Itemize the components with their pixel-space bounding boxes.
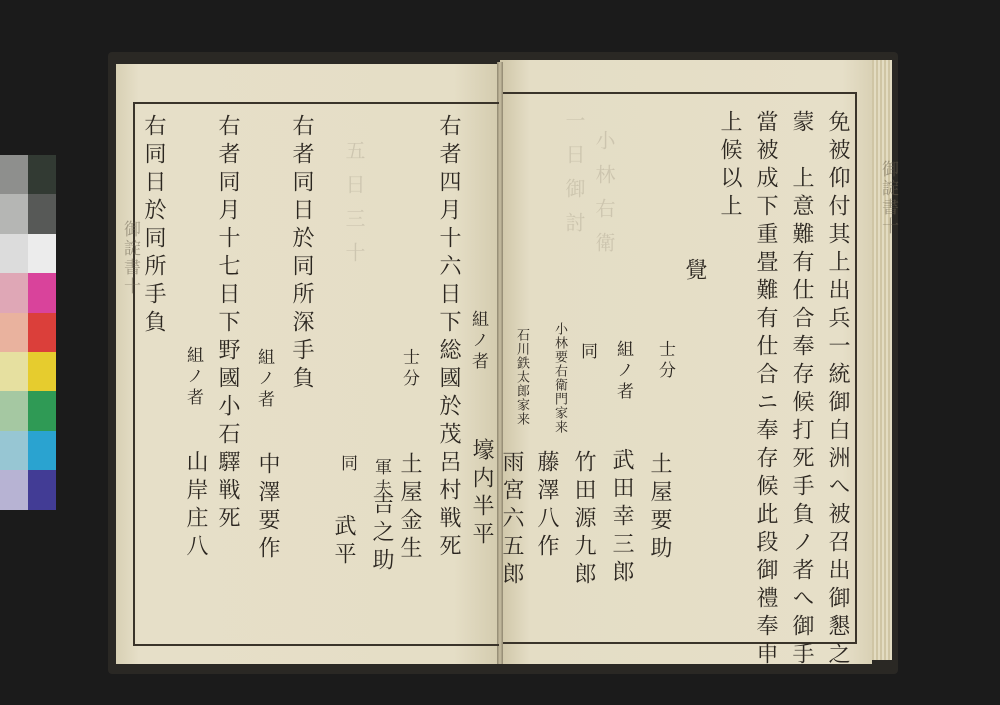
- person-name: 武田幸三郎: [609, 448, 634, 588]
- color-patch: [0, 431, 28, 470]
- color-patch: [28, 470, 56, 509]
- heading-oboe: 覺: [682, 258, 707, 286]
- rank-label: 同: [577, 342, 597, 363]
- color-patch: [28, 431, 56, 470]
- person-name: 武平: [331, 514, 356, 570]
- text-column: 當被成下重畳難有仕合ニ奉存候此段御禮奉申: [753, 110, 778, 670]
- color-patch: [28, 234, 56, 273]
- person-name: 土屋金生: [397, 452, 422, 564]
- person-name: 山岸庄八: [183, 450, 208, 562]
- color-patch: [28, 155, 56, 194]
- rank-label: 士分: [655, 340, 675, 382]
- text-column: 蒙 上意難有仕合奉存候打死手負ノ者へ御手: [789, 110, 814, 670]
- person-name: 竹田源九郎: [571, 450, 596, 590]
- color-patch: [0, 234, 28, 273]
- color-patch: [0, 352, 28, 391]
- color-patch: [0, 155, 28, 194]
- color-calibration-strip: [0, 155, 56, 510]
- text-column: 右者同日於同所深手負: [289, 114, 314, 394]
- person-name: 雨宮六五郎: [499, 450, 524, 590]
- show-through-decoration: 一日御討: [562, 110, 586, 246]
- right-margin-title: 御諚書十: [878, 160, 898, 236]
- color-patch: [0, 313, 28, 352]
- text-column: 右者四月十六日下総國於茂呂村戦死: [436, 114, 461, 562]
- text-column: 右者同月十七日下野國小石驛戦死: [215, 114, 240, 534]
- text-column: 上候以上: [717, 110, 742, 222]
- rank-label: 軍夫: [371, 458, 391, 500]
- rank-label: 小林要右衛門家来: [552, 322, 567, 434]
- left-margin-title: 御諚書十: [120, 220, 140, 296]
- rank-label: 組ノ者: [183, 346, 203, 409]
- color-patch: [28, 352, 56, 391]
- color-patch: [0, 470, 28, 509]
- rank-label: 組ノ者: [613, 340, 633, 403]
- color-patch: [0, 273, 28, 312]
- rank-label: 同: [337, 454, 357, 475]
- person-name: 中澤要作: [255, 452, 280, 564]
- person-name: 吉之助: [369, 492, 394, 576]
- rank-label: 石川鉄太郎家来: [514, 328, 529, 426]
- person-name: 土屋要助: [647, 452, 672, 564]
- person-name: 壕内半平: [469, 438, 494, 550]
- text-column: 右同日於同所手負: [141, 114, 166, 338]
- show-through-decoration: 小林右衛: [592, 130, 616, 266]
- person-name: 藤澤八作: [534, 450, 559, 562]
- color-patch: [0, 194, 28, 233]
- color-patch: [28, 391, 56, 430]
- rank-label: 士分: [399, 348, 419, 390]
- color-patch: [28, 273, 56, 312]
- rank-label: 組ノ者: [468, 310, 488, 373]
- show-through-decoration: 五日三十: [342, 140, 366, 276]
- text-column: 免被仰付其上出兵一統御白洲へ被召出御懇之: [825, 110, 850, 670]
- color-patch: [28, 194, 56, 233]
- color-patch: [0, 391, 28, 430]
- color-patch: [28, 313, 56, 352]
- page-edges: [872, 60, 892, 660]
- rank-label: 組ノ者: [254, 348, 274, 411]
